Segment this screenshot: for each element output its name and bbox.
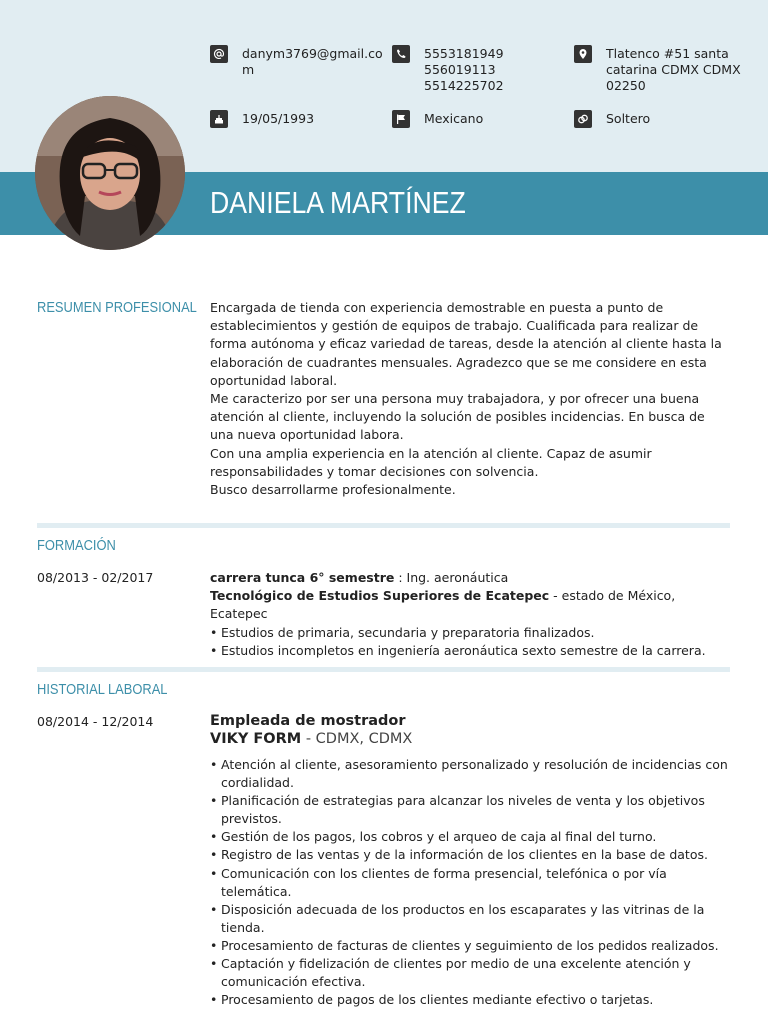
list-item: • Procesamiento de pagos de los clientes mediante efectivo o tarjetas. [210, 991, 730, 1009]
list-item: • Planificación de estrategias para alcanzar los niveles de venta y los objetivos previstos. [210, 792, 730, 828]
list-item: • Comunicación con los clientes de forma presencial, telefónica o por vía telemática. [210, 865, 730, 901]
contact-birthdate [210, 111, 314, 128]
contact-nationality-text: Mexicano [424, 111, 484, 126]
list-item: • Disposición adecuada de los productos en los escaparates y las vitrinas de la tienda. [210, 901, 730, 937]
contact-email[interactable] [210, 46, 383, 78]
section-divider [37, 523, 730, 528]
job-bullets [210, 756, 730, 1009]
contact-marital-status-text: Soltero [606, 111, 651, 126]
contact-phone-text: 5553181949 556019113 5514225702 [424, 46, 504, 93]
job-position: Empleada de mostrador [210, 713, 406, 729]
phone-icon [392, 45, 410, 63]
flag-icon [392, 110, 410, 128]
education-degree-line [210, 569, 730, 587]
job-location: - CDMX, CDMX [301, 731, 413, 747]
at-icon [210, 45, 228, 63]
education-school-line [210, 587, 730, 623]
profile-photo [35, 96, 185, 250]
summary-text [210, 299, 730, 499]
contact-phone[interactable] [392, 46, 552, 94]
education-field: : Ing. aeronáutica [394, 570, 509, 585]
education-location: - estado de México, Ecatepec [210, 588, 676, 622]
job-company-line [210, 730, 730, 748]
list-item: • Atención al cliente, asesoramiento personalizado y resolución de incidencias con cordialidad. [210, 756, 730, 792]
list-item: • Captación y fidelización de clientes por medio de una excelente atención y comunicación efectiva. [210, 955, 730, 991]
contact-birthdate-text: 19/05/1993 [242, 111, 315, 126]
summary-paragraph: Con una amplia experiencia en la atención al cliente. Capaz de asumir responsabilidades y tomar decisiones con solvencia. [210, 445, 652, 479]
contact-address [574, 46, 744, 94]
work-title: HISTORIAL LABORAL [37, 681, 168, 698]
education-degree: carrera tunca 6° semestre [210, 570, 395, 585]
location-pin-icon [574, 45, 592, 63]
birthday-cake-icon [210, 110, 228, 128]
work-entry [210, 712, 730, 1009]
education-date: 08/2013 - 02/2017 [37, 570, 154, 585]
summary-paragraph: Encargada de tienda con experiencia demostrable en puesta a punto de establecimientos y gestión de equipos de trabajo. Cualificada para realizar de forma autónoma y eficaz variedad de tareas, desde la atención al cliente hasta la elaboración de cuadrantes mensuales. Agradezco que se me considere en esta oportunidad laboral. [210, 300, 722, 388]
education-entry [210, 569, 730, 660]
list-item: • Gestión de los pagos, los cobros y el arqueo de caja al final del turno. [210, 828, 730, 846]
contact-marital-status [574, 111, 650, 128]
contact-address-text: Tlatenco #51 santa catarina CDMX CDMX 02250 [606, 46, 741, 93]
section-divider [37, 667, 730, 672]
list-item: • Procesamiento de facturas de clientes y seguimiento de los pedidos realizados. [210, 937, 730, 955]
education-bullets [210, 624, 730, 660]
list-item: • Estudios incompletos en ingeniería aeronáutica sexto semestre de la carrera. [210, 642, 730, 660]
education-school: Tecnológico de Estudios Superiores de Ecatepec [210, 588, 550, 604]
summary-paragraph: Me caracterizo por ser una persona muy trabajadora, y por ofrecer una buena atención al cliente, incluyendo la solución de posibles incidencias. En busca de una nueva oportunidad labora. [210, 391, 705, 443]
list-item: • Estudios de primaria, secundaria y preparatoria finalizados. [210, 624, 730, 642]
job-company: VIKY FORM [210, 731, 302, 747]
rings-icon [574, 110, 592, 128]
contact-email-text: danym3769@gmail.co m [242, 46, 383, 77]
list-item: • Registro de las ventas y de la información de los clientes en la base de datos. [210, 846, 730, 864]
summary-paragraph: Busco desarrollarme profesionalmente. [210, 482, 456, 498]
work-date: 08/2014 - 12/2014 [37, 714, 154, 729]
summary-title: RESUMEN PROFESIONAL [37, 299, 197, 316]
education-title: FORMACIÓN [37, 537, 116, 554]
candidate-name: DANIELA MARTÍNEZ [210, 185, 466, 220]
contact-nationality [392, 111, 483, 128]
